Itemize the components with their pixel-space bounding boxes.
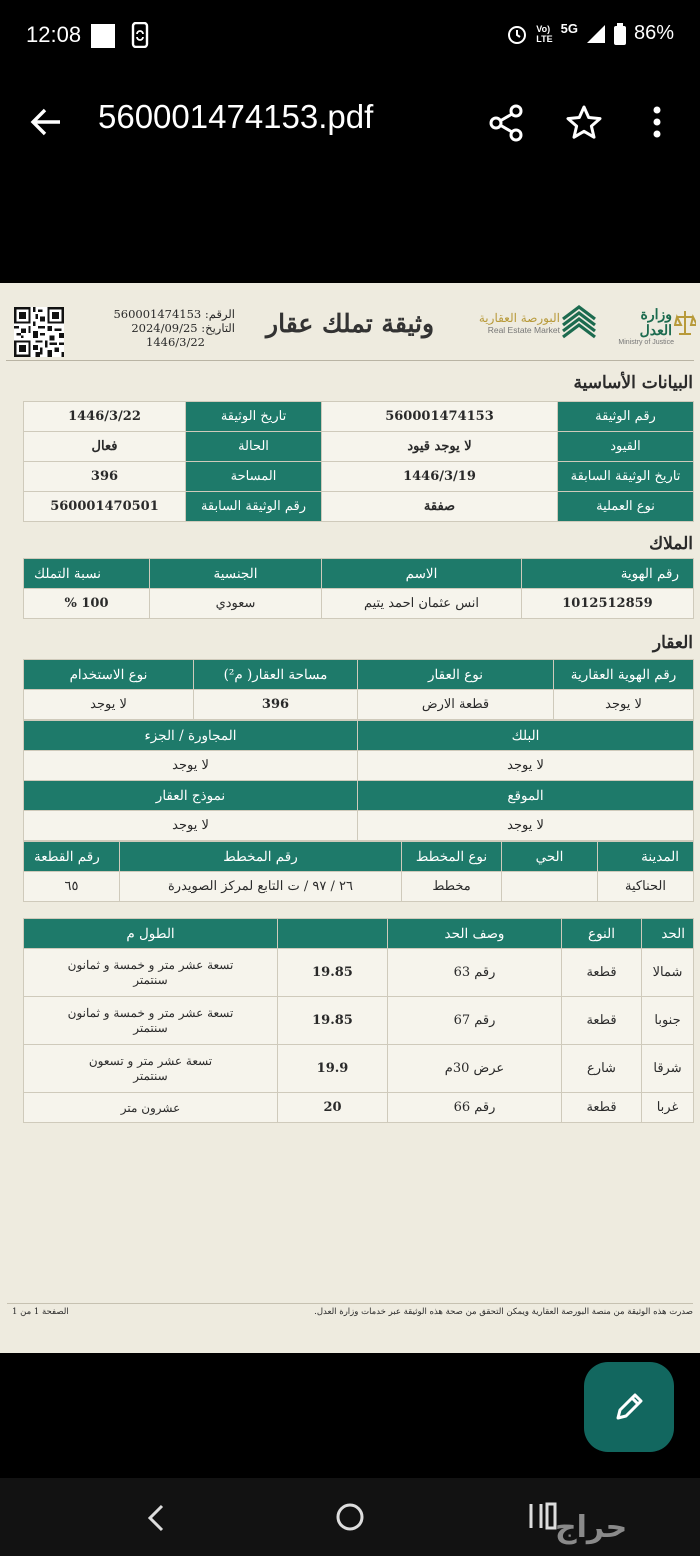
scales-emblem-icon xyxy=(674,309,696,337)
table-row xyxy=(24,462,694,492)
table-header-row xyxy=(24,660,694,690)
volte-bottom-text: LTE xyxy=(536,33,553,44)
table-header-row xyxy=(24,721,694,751)
cell-value: انس عثمان احمد يتيم xyxy=(322,589,522,619)
cell-value: غربا xyxy=(642,1093,694,1123)
column-header: الجنسية xyxy=(150,559,322,589)
column-header: وصف الحد xyxy=(388,919,562,949)
column-header: الحي xyxy=(502,842,598,872)
column-header: رقم القطعة xyxy=(24,842,120,872)
cell-value: 396 xyxy=(24,462,186,492)
pencil-icon xyxy=(612,1390,646,1424)
cell-value: تسعة عشر متر و خمسة و ثمانون سنتمتر xyxy=(24,949,278,997)
volte-indicator xyxy=(536,24,552,44)
column-header: رقم المخطط xyxy=(120,842,402,872)
rem-logo-en: Real Estate Market xyxy=(487,325,560,335)
cell-value: 1446/3/22 xyxy=(24,402,186,432)
moj-logo-ar: وزارة العدل xyxy=(639,307,672,339)
table-row xyxy=(24,751,694,781)
cell-value: شمالا xyxy=(642,949,694,997)
column-header: الحد xyxy=(642,919,694,949)
app-bar xyxy=(0,72,700,182)
cell-label: الحالة xyxy=(186,432,322,462)
cell-value: رقم 67 xyxy=(388,997,562,1045)
doc-title: وثيقة تملك عقار xyxy=(266,309,435,338)
column-header: رقم الهوية xyxy=(522,559,694,589)
basic-info-table xyxy=(23,401,694,522)
network-type: 5G xyxy=(560,21,578,36)
table-row xyxy=(24,811,694,841)
column-header: رقم الهوية العقارية xyxy=(554,660,694,690)
cell-label: رقم الوثيقة السابقة xyxy=(186,492,322,522)
cell-label: تاريخ الوثيقة xyxy=(186,402,322,432)
cell-label: المساحة xyxy=(186,462,322,492)
cell-value: لا يوجد xyxy=(24,811,358,841)
cell-value: جنوبا xyxy=(642,997,694,1045)
real-estate-market-logo xyxy=(468,311,560,351)
share-icon[interactable] xyxy=(488,104,524,142)
doc-header xyxy=(6,283,694,361)
table-row xyxy=(24,492,694,522)
cell-value: 396 xyxy=(194,690,358,720)
cell-value: قطعة xyxy=(562,1093,642,1123)
cell-value: 100 % xyxy=(24,589,150,619)
column-header: نموذج العقار xyxy=(24,781,358,811)
cell-value: عشرون متر xyxy=(24,1093,278,1123)
signal-icon xyxy=(586,24,606,44)
column-header: نسبة التملك xyxy=(24,559,150,589)
cell-value: عرض 30م xyxy=(388,1045,562,1093)
edit-fab-button[interactable] xyxy=(584,1362,674,1452)
cell-value: 19.9 xyxy=(278,1045,388,1093)
cell-value: لا يوجد xyxy=(358,811,694,841)
status-time: 12:08 xyxy=(26,22,82,47)
cell-value: 1446/3/19 xyxy=(322,462,558,492)
cell-value: 560001470501 xyxy=(24,492,186,522)
cell-label: رقم الوثيقة xyxy=(558,402,694,432)
column-header: مساحة العقار( م²) xyxy=(194,660,358,690)
property-table-4 xyxy=(23,841,694,902)
cell-label: القيود xyxy=(558,432,694,462)
rem-logo-ar: البورصة العقارية xyxy=(478,311,560,325)
ministry-of-justice-logo xyxy=(606,307,696,351)
table-row xyxy=(24,1093,694,1123)
doc-number-line: الرقم: 560001474153 xyxy=(113,307,235,321)
cell-value: ٢٦ / ٩٧ / ت التابع لمركز الصويدرة xyxy=(120,872,402,902)
cell-value: ٦٥ xyxy=(24,872,120,902)
table-header-row xyxy=(24,559,694,589)
table-row xyxy=(24,402,694,432)
column-header: المدينة xyxy=(598,842,694,872)
cell-value: الحناكية xyxy=(598,872,694,902)
nav-recents-icon[interactable] xyxy=(528,1502,558,1530)
cell-value: لا يوجد xyxy=(24,751,358,781)
doc-meta xyxy=(110,307,235,349)
table-header-row xyxy=(24,919,694,949)
column-header xyxy=(278,919,388,949)
cell-value: رقم 66 xyxy=(388,1093,562,1123)
cell-value: 1012512859 xyxy=(522,589,694,619)
table-row xyxy=(24,432,694,462)
borders-table xyxy=(23,918,694,1123)
cell-value: سعودي xyxy=(150,589,322,619)
star-icon[interactable] xyxy=(565,104,603,140)
column-header: الاسم xyxy=(322,559,522,589)
cell-value: تسعة عشر متر و خمسة و ثمانون سنتمتر xyxy=(24,997,278,1045)
file-name-title: 560001474153.pdf xyxy=(98,98,374,135)
column-header: نوع المخطط xyxy=(402,842,502,872)
column-header: الطول م xyxy=(24,919,278,949)
cell-value: 20 xyxy=(278,1093,388,1123)
table-row xyxy=(24,589,694,619)
table-header-row xyxy=(24,781,694,811)
table-row xyxy=(24,1045,694,1093)
cell-value: لا يوجد xyxy=(358,751,694,781)
property-table-3 xyxy=(23,780,694,841)
owners-table xyxy=(23,558,694,619)
column-header: نوع الاستخدام xyxy=(24,660,194,690)
qr-code-icon xyxy=(13,307,65,357)
real-estate-stack-icon xyxy=(559,301,599,341)
cell-value: قطعة xyxy=(562,949,642,997)
cell-value: شارع xyxy=(562,1045,642,1093)
doc-hijri-line: 1446/3/22 xyxy=(146,335,205,349)
battery-icon xyxy=(614,23,626,45)
cell-value: لا يوجد xyxy=(554,690,694,720)
basic-info-heading: البيانات الأساسية xyxy=(573,373,693,393)
back-arrow-icon[interactable] xyxy=(28,104,64,140)
cell-value: 560001474153 xyxy=(322,402,558,432)
cell-value xyxy=(502,872,598,902)
cell-value: 19.85 xyxy=(278,997,388,1045)
more-vert-icon[interactable] xyxy=(645,104,669,140)
cell-value: صفقة xyxy=(322,492,558,522)
battery-percent: 86% xyxy=(633,22,674,44)
column-header: النوع xyxy=(562,919,642,949)
moj-logo-en: Ministry of Justice xyxy=(618,339,674,346)
column-header: المجاورة / الجزء xyxy=(24,721,358,751)
pdf-page[interactable] xyxy=(0,283,700,1353)
nav-home-icon[interactable] xyxy=(335,1502,365,1532)
cell-value: لا يوجد قيود xyxy=(322,432,558,462)
property-table-1 xyxy=(23,659,694,720)
cell-label: نوع العملية xyxy=(558,492,694,522)
notification-square-icon xyxy=(91,24,115,48)
property-heading: العقار xyxy=(652,633,693,653)
column-header: نوع العقار xyxy=(358,660,554,690)
cell-label: تاريخ الوثيقة السابقة xyxy=(558,462,694,492)
nav-back-icon[interactable] xyxy=(144,1502,168,1534)
doc-date-line: التاريخ: 2024/09/25 xyxy=(131,321,235,335)
table-row xyxy=(24,690,694,720)
status-right xyxy=(506,22,674,45)
cell-value: تسعة عشر متر و تسعون سنتمتر xyxy=(24,1045,278,1093)
table-header-row xyxy=(24,842,694,872)
cell-value: 19.85 xyxy=(278,949,388,997)
cell-value: شرقا xyxy=(642,1045,694,1093)
phone-sync-icon xyxy=(130,22,150,48)
property-table-2 xyxy=(23,720,694,781)
cell-value: قطعة الارض xyxy=(358,690,554,720)
cell-value: فعال xyxy=(24,432,186,462)
footer-note: صدرت هذه الوثيقة من منصة البورصة العقارية ويمكن التحقق من صحة هذه الوثيقة عبر خدمات وزارة العدل. xyxy=(314,1307,693,1317)
cell-value: لا يوجد xyxy=(24,690,194,720)
volte-top-text: Vo) xyxy=(536,23,551,34)
footer-page-number: الصفحة 1 من 1 xyxy=(12,1307,69,1317)
alarm-icon xyxy=(506,23,528,45)
table-row xyxy=(24,872,694,902)
footer-divider xyxy=(7,1303,693,1304)
column-header: الموقع xyxy=(358,781,694,811)
cell-value: رقم 63 xyxy=(388,949,562,997)
cell-value: مخطط xyxy=(402,872,502,902)
table-row xyxy=(24,997,694,1045)
status-bar xyxy=(0,0,700,72)
haraj-watermark: حراج xyxy=(555,1510,628,1545)
owners-heading: الملاك xyxy=(649,534,693,554)
column-header: البلك xyxy=(358,721,694,751)
cell-value: قطعة xyxy=(562,997,642,1045)
table-row xyxy=(24,949,694,997)
